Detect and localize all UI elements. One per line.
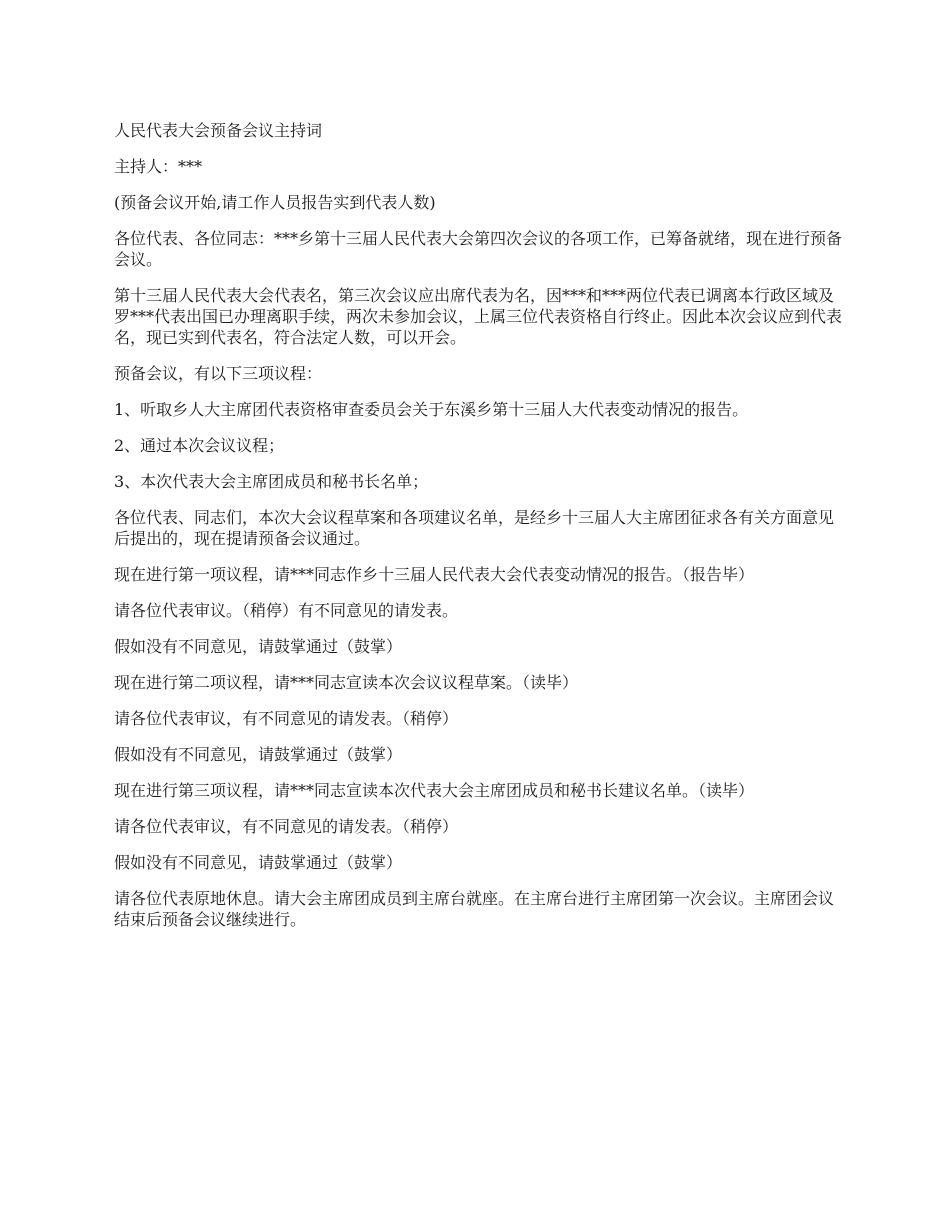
paragraph: 各位代表、同志们，本次大会议程草案和各项建议名单，是经乡十三届人大主席团征求各有关方面意见后提出的，现在提请预备会议通过。 (114, 508, 835, 548)
paragraph: 请各位代表原地休息。请大会主席团成员到主席台就座。在主席台进行主席团第一次会议。主席团会议结束后预备会议继续进行。 (114, 889, 835, 929)
agenda-item-2: 2、通过本次会议议程； (114, 436, 285, 455)
document-body (114, 120, 844, 945)
paragraph: 各位代表、各位同志：***乡第十三届人民代表大会第四次会议的各项工作，已筹备就绪，现在进行预备会议。 (114, 229, 843, 269)
paragraph: 假如没有不同意见，请鼓掌通过（鼓掌） (114, 637, 403, 656)
paragraph: (预备会议开始,请工作人员报告实到代表人数) (114, 193, 436, 212)
paragraph: 现在进行第一项议程，请***同志作乡十三届人民代表大会代表变动情况的报告。（报告毕） (114, 565, 755, 584)
paragraph: 请各位代表审议，有不同意见的请发表。（稍停） (114, 709, 459, 728)
agenda-item-3: 3、本次代表大会主席团成员和秘书长名单； (114, 472, 429, 491)
paragraph: 假如没有不同意见，请鼓掌通过（鼓掌） (114, 745, 403, 764)
paragraph: 请各位代表审议。（稍停）有不同意见的请发表。 (114, 601, 459, 620)
paragraph: 预备会议，有以下三项议程： (114, 364, 323, 383)
host-line: 主持人：*** (114, 157, 203, 176)
paragraph: 现在进行第二项议程，请***同志宣读本次会议议程草案。（读毕） (114, 673, 579, 692)
agenda-item-1: 1、听取乡人大主席团代表资格审查委员会关于东溪乡第十三届人大代表变动情况的报告。 (114, 400, 749, 419)
paragraph: 现在进行第三项议程，请***同志宣读本次代表大会主席团成员和秘书长建议名单。（读毕） (114, 781, 755, 800)
paragraph: 第十三届人民代表大会代表名，第三次会议应出席代表为名，因***和***两位代表已调离本行政区域及罗***代表出国已办理离职手续，两次未参加会议，上属三位代表资格自行终止。因此本次会议应到代表名，现已实到代表名，符合法定人数，可以开会。 (114, 286, 843, 347)
paragraph: 请各位代表审议，有不同意见的请发表。（稍停） (114, 817, 459, 836)
paragraph: 假如没有不同意见，请鼓掌通过（鼓掌） (114, 853, 403, 872)
document-title: 人民代表大会预备会议主持词 (114, 121, 323, 140)
